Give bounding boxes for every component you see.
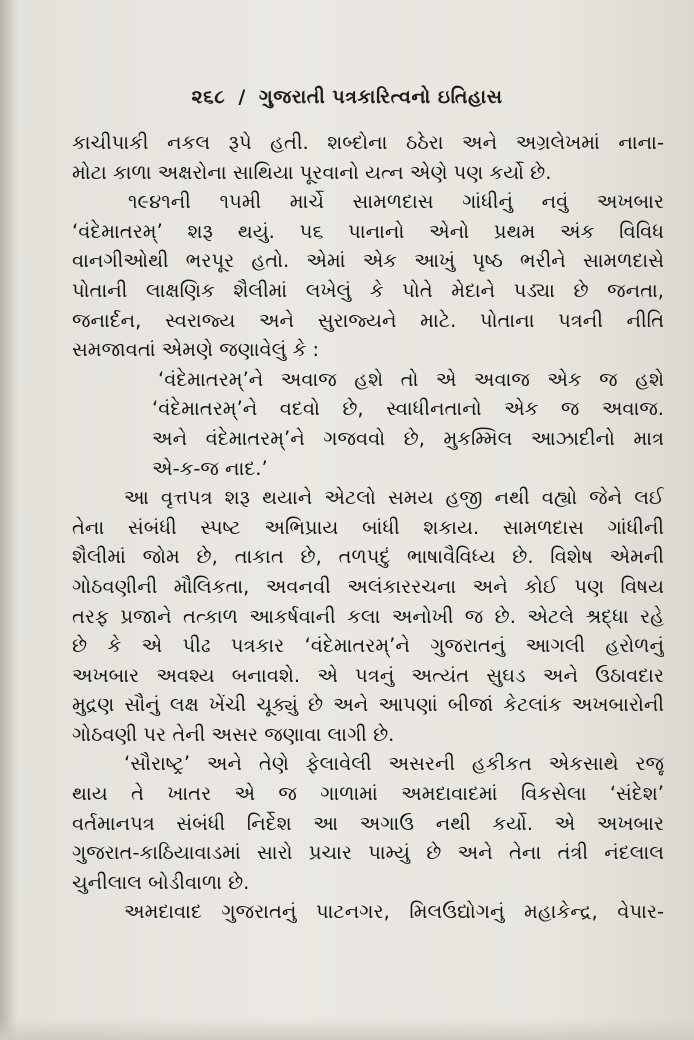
page-gutter bbox=[0, 0, 18, 1040]
page-number: ૨૬૮ bbox=[191, 86, 226, 108]
text-line: કાચીપાકી નકલ રૂપે હતી. શબ્દોના ઠઠેરા અને અગ્રલેખમાં નાના- bbox=[72, 131, 664, 154]
text-line: ગુજરાત-કાઠિયાવાડમાં સારો પ્રચાર પામ્યું છે અને તેના તંત્રી નંદલાલ bbox=[72, 841, 664, 865]
book-title: ગુજરાતી પત્રકારિત્વનો ઇતિહાસ bbox=[258, 86, 503, 108]
page-body bbox=[72, 128, 664, 927]
block-quote bbox=[72, 365, 664, 483]
quote-line: ‘વંદેમાતરમ્’ને વદવો છે, સ્વાધીનતાનો એક જ અવાજ. bbox=[152, 397, 664, 421]
text-line: ‘વંદેમાતરમ્’ શરૂ થયું. ૫૬ પાનાનો એનો પ્રથમ અંક વિવિધ bbox=[72, 219, 664, 243]
text-line: અખબાર અવશ્ય બનાવશે. એ પત્રનું અત્યંત સુઘડ અને ઉઠાવદાર bbox=[72, 663, 664, 687]
text-line: ગોઠવણીની મૌલિકતા, અવનવી અલંકારરચના અને કોઈ પણ વિષય bbox=[72, 574, 664, 598]
text-line: છે કે એ પીઢ પત્રકાર ‘વંદેમાતરમ્’ને ગુજરાતનું આગલી હરોળનું bbox=[72, 634, 664, 658]
text-line: ‘સૌરાષ્ટ્ર’ અને તેણે ફેલાવેલી અસરની હકીકત એકસાથે રજૂ bbox=[124, 752, 664, 776]
header-separator: / bbox=[238, 86, 246, 108]
text-line: મોટા કાળા અક્ષરોના સાથિયા પૂરવાનો યત્ન એણે પણ કર્યો છે. bbox=[72, 160, 552, 184]
text-line: તેના સંબંધી સ્પષ્ટ અભિપ્રાય બાંધી શકાય. સામળદાસ ગાંધીની bbox=[72, 515, 664, 539]
quote-line: અને વંદેમાતરમ્’ને ગજવવો છે, મુકમ્મિલ આઝાદીનો માત્ર bbox=[152, 426, 664, 450]
text-line: અમદાવાદ ગુજરાતનું પાટનગર, મિલઉદ્યોગનું મહાકેન્દ્ર, વેપાર- bbox=[124, 900, 664, 924]
page-bottom-edge bbox=[0, 1018, 694, 1040]
text-line: થાય તે ખાતર એ જ ગાળામાં અમદાવાદમાં વિકસેલા ‘સંદેશ’ bbox=[72, 782, 664, 806]
quote-line: એ-ક-જ નાદ.’ bbox=[152, 456, 268, 480]
text-line: તરફ પ્રજાને તત્કાળ આકર્ષવાની કલા અનોખી જ છે. એટલે શ્રદ્ધા રહે bbox=[72, 604, 664, 628]
text-line: સમજાવતાં એમણે જણાવેલું કે : bbox=[72, 338, 320, 362]
running-header bbox=[0, 86, 694, 108]
text-line: પોતાની લાક્ષણિક શૈલીમાં લખેલું કે પોતે મેદાને પડ્યા છે જનતા, bbox=[72, 278, 664, 302]
text-line: ગોઠવણી પર તેની અસર જણાવા લાગી છે. bbox=[72, 722, 395, 746]
text-line: વાનગીઓથી ભરપૂર હતો. એમાં એક આખું પૃષ્ઠ ભરીને સામળદાસે bbox=[72, 249, 664, 273]
text-line: મુદ્રણ સૌનું લક્ષ ખેંચી ચૂક્યું છે અને આપણાં બીજાં કેટલાંક અખબારોની bbox=[72, 693, 664, 717]
text-line: ચુનીલાલ બોડીવાળા છે. bbox=[72, 870, 250, 894]
text-line: જનાર્દન, સ્વરાજ્ય અને સુરાજ્યને માટે. પોતાના પત્રની નીતિ bbox=[72, 308, 664, 332]
text-line: ૧૯૪૧ની ૧૫મી માર્ચે સામળદાસ ગાંધીનું નવું અખબાર bbox=[128, 190, 664, 214]
quote-line: ‘વંદેમાતરમ્’ને અવાજ હશે તો એ અવાજ એક જ હશે bbox=[158, 367, 664, 391]
text-line: શૈલીમાં જોમ છે, તાકાત છે, તળપદું ભાષાવૈવિધ્ય છે. વિશેષ એમની bbox=[72, 545, 664, 569]
text-line: વર્તમાનપત્ર સંબંધી નિર્દેશ આ અગાઉ નથી કર્યો. એ અખબાર bbox=[72, 811, 664, 835]
text-line: આ વૃત્તપત્ર શરૂ થયાને એટલો સમય હજી નથી વહ્યો જેને લઈ bbox=[124, 486, 664, 510]
